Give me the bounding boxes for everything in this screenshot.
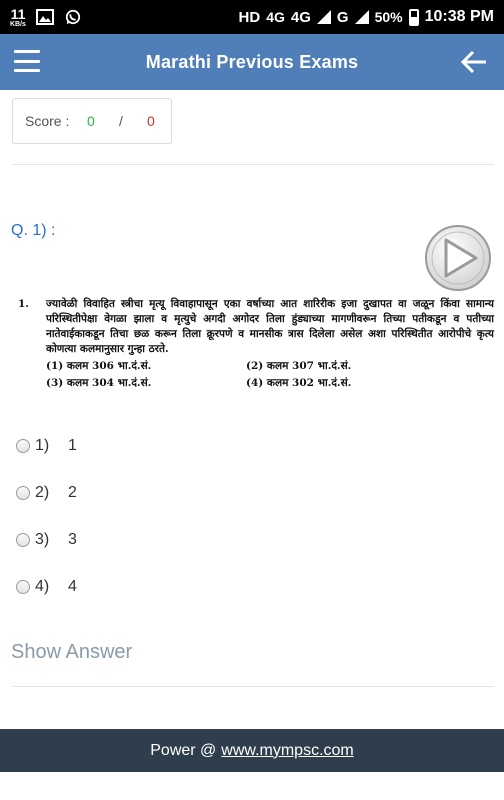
divider: [12, 686, 494, 687]
choice-1: (1) कलम 306 भा.दं.सं.: [46, 360, 152, 372]
choice-4: (4) कलम 302 भा.दं.सं.: [246, 377, 352, 389]
radio-button[interactable]: [16, 439, 30, 453]
battery-percent: 50%: [374, 9, 403, 25]
question-body: ज्यावेळी विवाहित स्त्रीचा मृत्यू विवाहापासून एका वर्षाच्या आत शारिरीक इजा दुखापत वा जळून किंवा सामान्य परिस्थितीपेक्षा वेगळा झाला व मृत्युचे अगदी अगोदर तिला हुंड्याच्या मागणीवरून तिच्या पतीकडून व पतीच्या नातेवाईकाकडून तिचा छळ करून तिला क्रूरपणे व मानसीक त्रास दिलेला असेल अशा परिस्थितीत आरोपीचे कृत्य कोणत्या कलमानुसार गुन्हा ठरते.: [46, 298, 494, 355]
option-value: 2: [68, 484, 77, 501]
app-bar: [0, 34, 504, 90]
option-value: 4: [68, 578, 77, 595]
score-label: Score :: [25, 113, 70, 129]
option-index: 4): [35, 578, 50, 595]
signal-icon: [317, 10, 331, 24]
speed-unit: KB/s: [10, 20, 26, 28]
option-3[interactable]: [16, 531, 77, 549]
radio-button[interactable]: [16, 533, 30, 547]
option-1[interactable]: [16, 437, 77, 455]
network-speed: [10, 7, 26, 28]
option-index: 1): [35, 437, 50, 454]
network-g: G: [336, 8, 349, 26]
score-correct: 0: [87, 113, 95, 129]
question-text-block: [18, 297, 494, 391]
radio-button[interactable]: [16, 580, 30, 594]
image-icon: [36, 9, 54, 25]
divider: [12, 164, 494, 165]
option-value: 3: [68, 531, 77, 548]
status-bar: [0, 0, 504, 34]
score-wrong: 0: [147, 113, 155, 129]
network-type: HD: [238, 8, 261, 26]
score-separator: /: [119, 113, 123, 129]
network-4g-a: 4G: [266, 9, 285, 25]
page-title: Marathi Previous Exams: [145, 51, 359, 72]
footer: [0, 729, 504, 772]
question-number: 1.: [18, 298, 29, 310]
battery-icon: [409, 9, 419, 26]
choice-3: (3) कलम 304 भा.दं.सं.: [46, 377, 152, 389]
show-answer-button[interactable]: Show Answer: [11, 641, 133, 663]
score-box: [12, 98, 172, 144]
question-choices: [46, 359, 494, 391]
whatsapp-icon: [64, 9, 82, 25]
signal-icon: [355, 10, 369, 24]
back-arrow-icon[interactable]: [460, 48, 488, 76]
question-label: Q. 1) :: [11, 222, 56, 239]
footer-link[interactable]: www.mympsc.com: [221, 741, 354, 759]
option-2[interactable]: [16, 484, 77, 502]
option-index: 2): [35, 484, 50, 501]
network-4g-b: 4G: [290, 8, 311, 26]
option-4[interactable]: [16, 578, 77, 596]
footer-prefix: Power @: [150, 741, 217, 759]
option-index: 3): [35, 531, 50, 548]
choice-2: (2) कलम 307 भा.दं.सं.: [246, 360, 352, 372]
speed-value: 11: [10, 5, 26, 22]
option-value: 1: [68, 437, 77, 454]
play-icon[interactable]: [424, 224, 492, 292]
clock: 10:38 PM: [424, 8, 494, 25]
radio-button[interactable]: [16, 486, 30, 500]
menu-icon[interactable]: [14, 50, 40, 72]
